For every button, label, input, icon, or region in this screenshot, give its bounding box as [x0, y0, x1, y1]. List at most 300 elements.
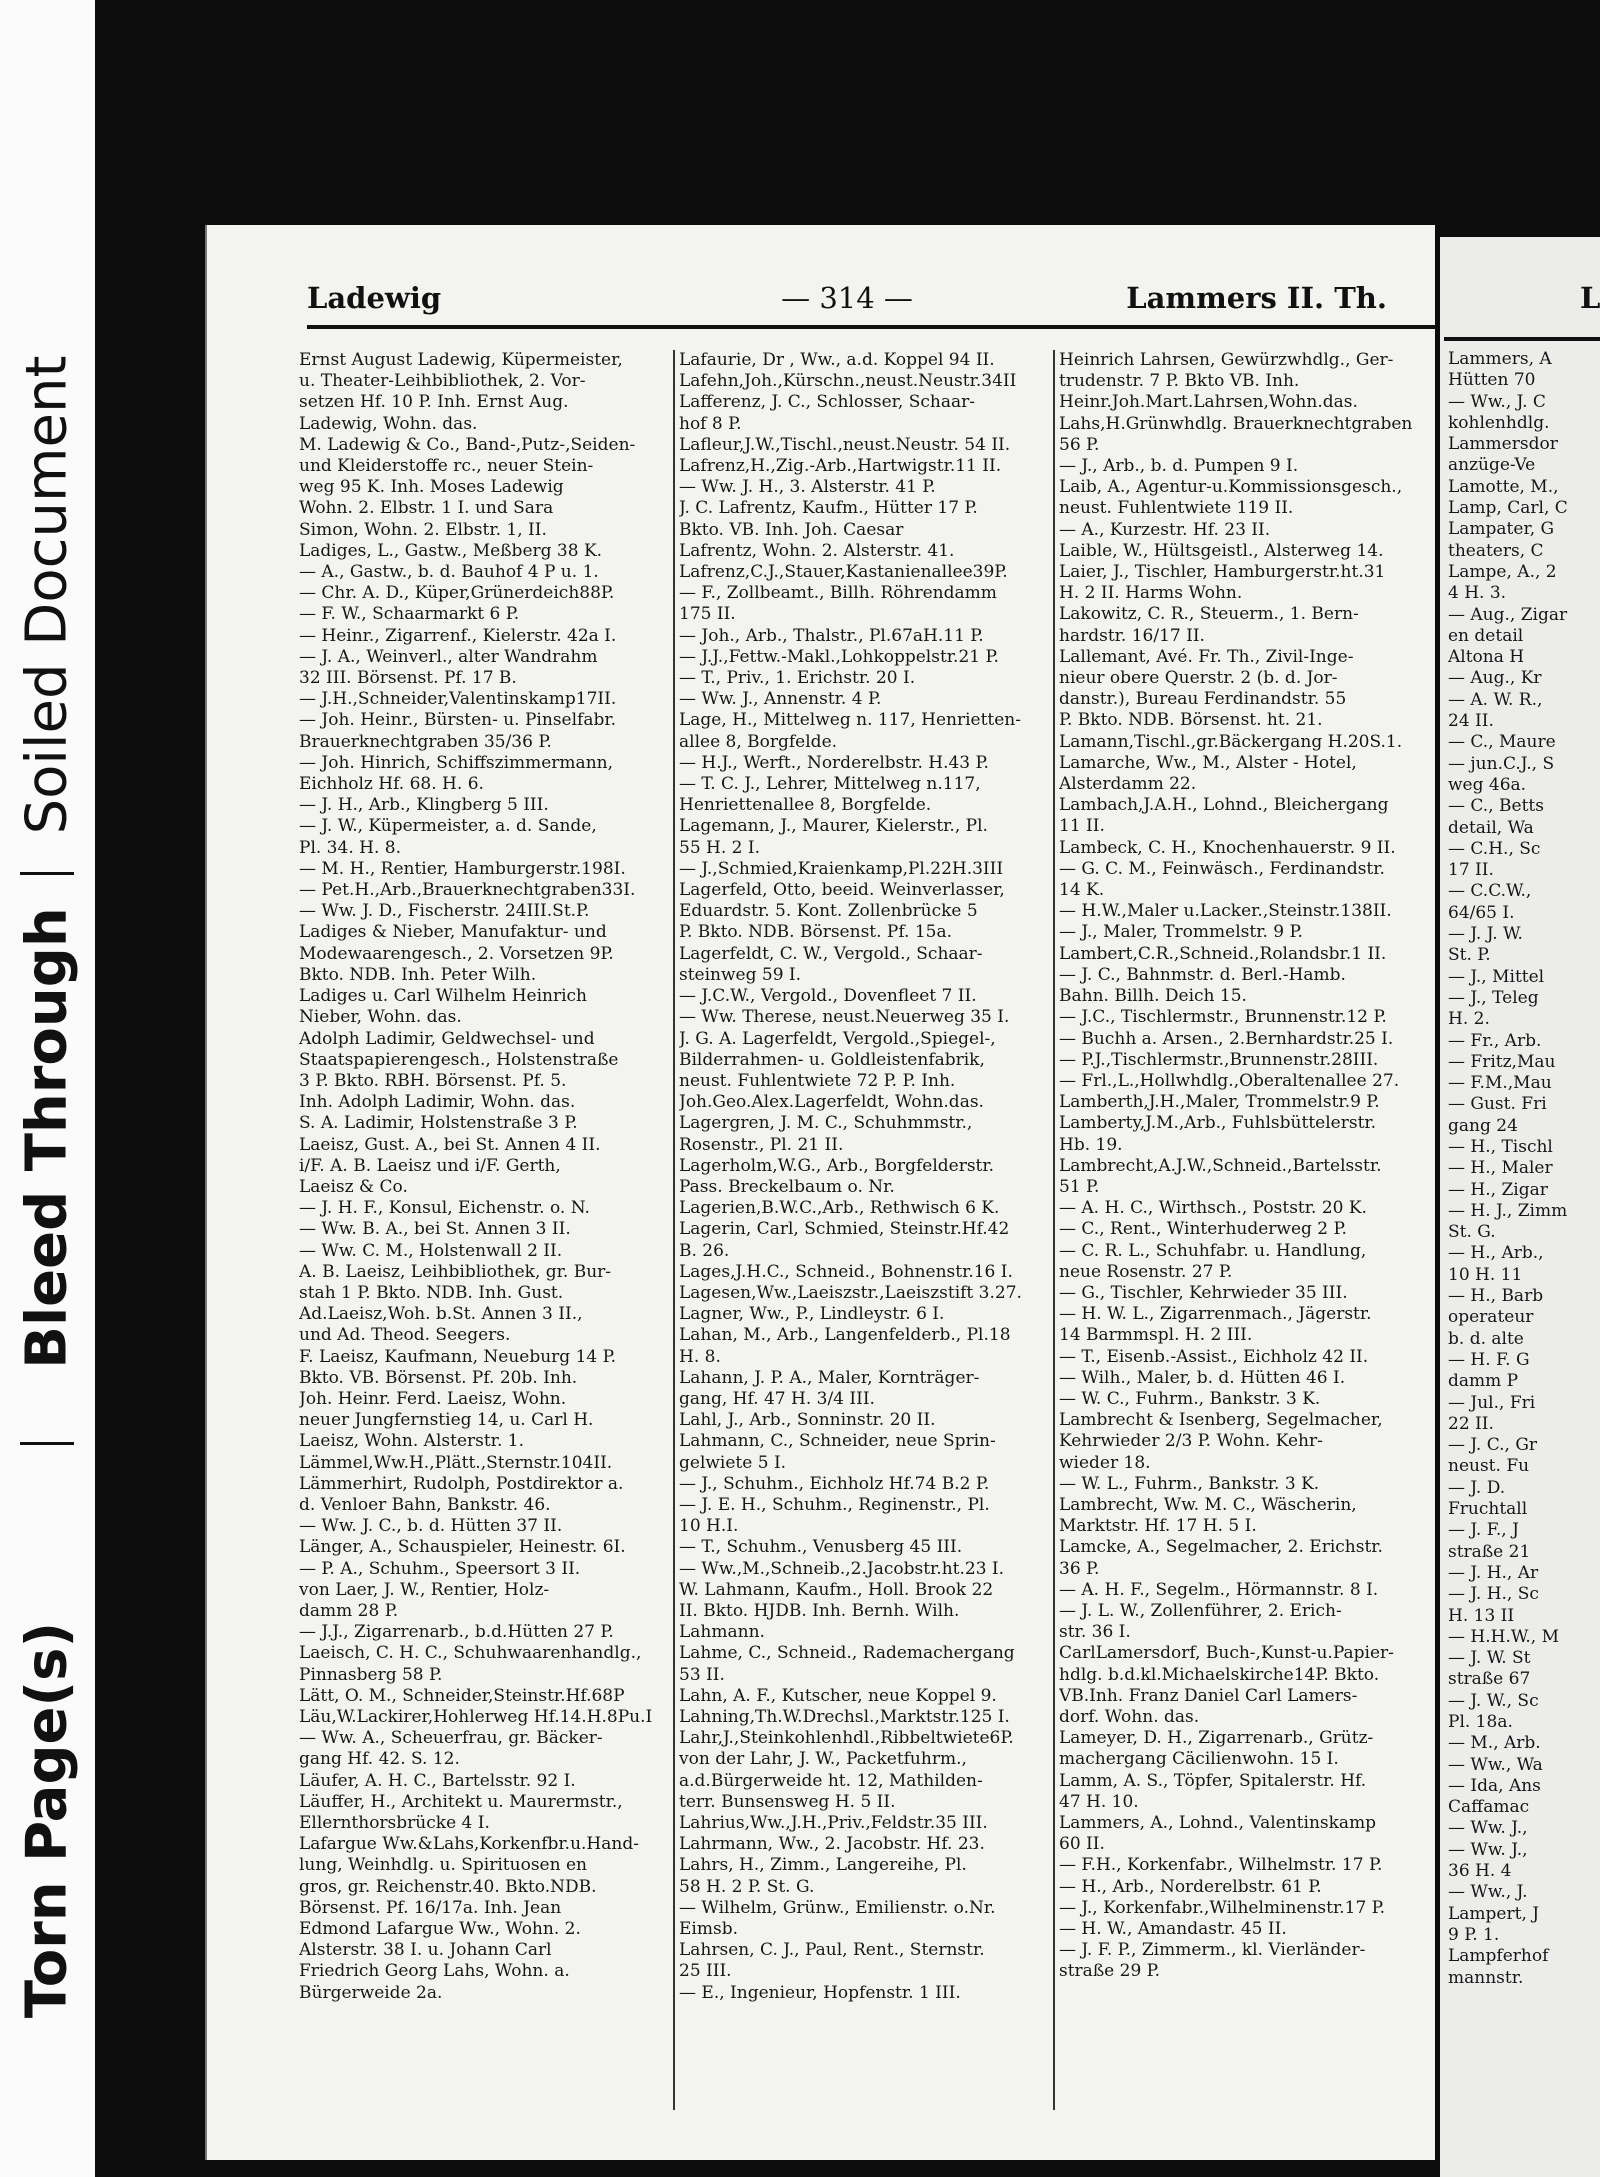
page-header: [307, 281, 1387, 329]
directory-line: — Joh., Arb., Thalstr., Pl.67aH.11 P.: [679, 625, 984, 646]
directory-line: 53 II.: [679, 1664, 725, 1685]
adjacent-line: weg 46a.: [1448, 774, 1527, 795]
directory-line: Lameyer, D. H., Zigarrenarb., Grütz-: [1059, 1728, 1374, 1749]
adjacent-page-edge: [1440, 237, 1600, 2177]
directory-line: Hb. 19.: [1059, 1134, 1123, 1155]
directory-line: Lambrecht, Ww. M. C., Wäscherin,: [1059, 1494, 1357, 1515]
directory-line: steinweg 59 I.: [679, 964, 802, 985]
directory-line: — W. C., Fuhrm., Bankstr. 3 K.: [1059, 1388, 1321, 1409]
directory-line: Lambach,J.A.H., Lohnd., Bleichergang: [1059, 795, 1389, 816]
adjacent-line: 36 H. 4: [1448, 1861, 1512, 1882]
directory-line: hardstr. 16/17 II.: [1059, 625, 1205, 646]
directory-line: — J.J.,Fettw.-Makl.,Lohkoppelstr.21 P.: [679, 646, 999, 667]
directory-line: — H., Arb., Norderelbstr. 61 P.: [1059, 1876, 1322, 1897]
adjacent-line: — H., Barb: [1448, 1286, 1544, 1307]
directory-line: 11 II.: [1059, 816, 1105, 837]
directory-line: Lagerholm,W.G., Arb., Borgfelderstr.: [679, 1155, 995, 1176]
directory-line: — Heinr., Zigarrenf., Kielerstr. 42a I.: [299, 625, 617, 646]
directory-line: Lämmerhirt, Rudolph, Postdirektor a.: [299, 1473, 624, 1494]
directory-line: — Chr. A. D., Küper,Grünerdeich88P.: [299, 583, 615, 604]
directory-line: Lahrs, H., Zimm., Langereihe, Pl.: [679, 1855, 967, 1876]
column-divider: [673, 350, 675, 2110]
directory-line: allee 8, Borgfelde.: [679, 731, 838, 752]
directory-line: Lafrenz,C.J.,Stauer,Kastanienallee39P.: [679, 562, 1008, 583]
adjacent-line: damm P: [1448, 1371, 1519, 1392]
adjacent-line: — H. F. G: [1448, 1349, 1530, 1370]
directory-line: Lahs,H.Grünwhdlg. Brauerknechtgraben: [1059, 413, 1413, 434]
adjacent-line: 9 P. 1.: [1448, 1924, 1500, 1945]
adjacent-line: Lampferhof: [1448, 1946, 1549, 1967]
page-number: — 314 —: [781, 281, 913, 315]
directory-line: — A., Gastw., b. d. Bauhof 4 P u. 1.: [299, 562, 599, 583]
adjacent-line: kohlenhdlg.: [1448, 412, 1550, 433]
directory-line: — Joh. Hinrich, Schiffszimmermann,: [299, 752, 613, 773]
directory-line: — H. W., Amandastr. 45 II.: [1059, 1919, 1287, 1940]
directory-line: Laible, W., Hültsgeistl., Alsterweg 14.: [1059, 540, 1384, 561]
directory-line: W. Lahmann, Kaufm., Holl. Brook 22: [679, 1579, 994, 1600]
directory-line: CarlLamersdorf, Buch-,Kunst-u.Papier-: [1059, 1643, 1394, 1664]
directory-line: — T. C. J., Lehrer, Mittelweg n.117,: [679, 774, 981, 795]
directory-line: Lafargue Ww.&Lahs,Korkenfbr.u.Hand-: [299, 1834, 639, 1855]
adjacent-line: Lamotte, M.,: [1448, 476, 1559, 497]
directory-line: — F., Zollbeamt., Billh. Röhrendamm: [679, 583, 997, 604]
directory-line: J. G. A. Lagerfeldt, Vergold.,Spiegel-,: [679, 1028, 996, 1049]
directory-line: — G., Tischler, Kehrwieder 35 III.: [1059, 1282, 1348, 1303]
adjacent-line: — H., Tischl: [1448, 1136, 1553, 1157]
directory-line: 3 P. Bkto. RBH. Börsenst. Pf. 5.: [299, 1070, 567, 1091]
directory-line: — J., Schuhm., Eichholz Hf.74 B.2 P.: [679, 1473, 990, 1494]
directory-line: — J. A., Weinverl., alter Wandrahm: [299, 646, 598, 667]
directory-line: Lagergren, J. M. C., Schuhmmstr.,: [679, 1113, 973, 1134]
adjacent-line: — J. D.: [1448, 1477, 1506, 1498]
directory-line: — T., Schuhm., Venusberg 45 III.: [679, 1537, 963, 1558]
directory-line: gros, gr. Reichenstr.40. Bkto.NDB.: [299, 1876, 597, 1897]
adjacent-line: 22 II.: [1448, 1413, 1494, 1434]
directory-line: — Ww. A., Scheuerfrau, gr. Bäcker-: [299, 1728, 603, 1749]
adjacent-line: H. 2.: [1448, 1009, 1490, 1030]
directory-line: 14 K.: [1059, 880, 1105, 901]
directory-line: — J., Arb., b. d. Pumpen 9 I.: [1059, 456, 1299, 477]
directory-line: — Joh. Heinr., Bürsten- u. Pinselfabr.: [299, 710, 617, 731]
adjacent-line: — H. J., Zimm: [1448, 1200, 1568, 1221]
directory-line: Lahning,Th.W.Drechsl.,Marktstr.125 I.: [679, 1707, 1010, 1727]
directory-line: gelwiete 5 I.: [679, 1452, 787, 1473]
directory-line: — Ww. B. A., bei St. Annen 3 II.: [299, 1219, 571, 1240]
directory-line: neust. Fuhlentwiete 72 P. P. Inh.: [679, 1070, 956, 1091]
adjacent-line: Hütten 70: [1448, 370, 1536, 391]
directory-line: Läu,W.Lackirer,Hohlerweg Hf.14.H.8Pu.I: [299, 1707, 653, 1727]
directory-line: — M. H., Rentier, Hamburgerstr.198I.: [299, 858, 626, 879]
directory-line: J. C. Lafrentz, Kaufm., Hütter 17 P.: [679, 498, 978, 519]
directory-line: a.d.Bürgerweide ht. 12, Mathilden-: [679, 1770, 983, 1791]
adjacent-line: operateur: [1448, 1307, 1534, 1328]
adjacent-line: Caffamac: [1448, 1797, 1530, 1818]
directory-line: wieder 18.: [1059, 1452, 1151, 1473]
directory-line: Lagerin, Carl, Schmied, Steinstr.Hf.42: [679, 1219, 1010, 1240]
directory-line: Joh. Heinr. Ferd. Laeisz, Wohn.: [299, 1388, 567, 1409]
directory-line: Lahme, C., Schneid., Rademachergang: [679, 1643, 1015, 1664]
directory-line: gang, Hf. 47 H. 3/4 III.: [679, 1388, 875, 1409]
directory-line: — Wilh., Maler, b. d. Hütten 46 I.: [1059, 1367, 1346, 1388]
adjacent-line: Lamp, Carl, C: [1448, 498, 1568, 519]
column-3: [1059, 350, 1429, 1983]
directory-line: Lages,J.H.C., Schneid., Bohnenstr.16 I.: [679, 1261, 1013, 1282]
directory-page: [205, 225, 1435, 2160]
directory-line: Lahr,J.,Steinkohlenhdl.,Ribbeltwiete6P.: [679, 1728, 1014, 1749]
directory-line: Pl. 34. H. 8.: [299, 837, 401, 858]
adjacent-line: mannstr.: [1448, 1967, 1524, 1988]
directory-line: B. 26.: [679, 1240, 730, 1261]
directory-line: Lamberty,J.M.,Arb., Fuhlsbüttelerstr.: [1059, 1113, 1377, 1134]
adjacent-line: Altona H: [1448, 647, 1525, 668]
directory-line: 175 II.: [679, 604, 736, 625]
directory-line: Heinrich Lahrsen, Gewürzwhdlg., Ger-: [1059, 350, 1394, 370]
directory-line: — Ww. J., Annenstr. 4 P.: [679, 689, 882, 710]
directory-line: 36 P.: [1059, 1558, 1100, 1579]
directory-line: Lagemann, J., Maurer, Kielerstr., Pl.: [679, 816, 988, 837]
directory-line: d. Venloer Bahn, Bankstr. 46.: [299, 1494, 551, 1515]
directory-line: Bahn. Billh. Deich 15.: [1059, 986, 1247, 1007]
directory-line: Lahrius,Ww.,J.H.,Priv.,Feldstr.35 III.: [679, 1813, 988, 1834]
adjacent-line: 64/65 I.: [1448, 902, 1515, 923]
directory-line: Laib, A., Agentur-u.Kommissionsgesch.,: [1059, 477, 1403, 498]
directory-line: Läufer, A. H. C., Bartelsstr. 92 I.: [299, 1770, 576, 1791]
directory-line: VB.Inh. Franz Daniel Carl Lamers-: [1059, 1685, 1358, 1706]
directory-line: — F.H., Korkenfabr., Wilhelmstr. 17 P.: [1059, 1855, 1383, 1876]
directory-line: Ellernthorsbrücke 4 I.: [299, 1813, 490, 1834]
directory-line: Bürgerweide 2a.: [299, 1982, 443, 2003]
adjacent-line: 4 H. 3.: [1448, 583, 1507, 604]
directory-line: Lambrecht & Isenberg, Segelmacher,: [1059, 1410, 1383, 1431]
adjacent-line: — C., Maure: [1448, 732, 1556, 753]
directory-line: Laeisz, Wohn. Alsterstr. 1.: [299, 1431, 524, 1452]
directory-line: H. 8.: [679, 1346, 721, 1367]
directory-line: 10 H.I.: [679, 1516, 739, 1537]
directory-line: von der Lahr, J. W., Packetfuhrm.,: [679, 1749, 967, 1770]
directory-line: — J.H.,Schneider,Valentinskamp17II.: [299, 689, 617, 710]
adjacent-line: — C.C.W.,: [1448, 881, 1532, 902]
directory-line: — J.,Schmied,Kraienkamp,Pl.22H.3III: [679, 858, 1004, 879]
directory-line: Lallemant, Avé. Fr. Th., Zivil-Inge-: [1059, 646, 1354, 667]
directory-line: — J., Maler, Trommelstr. 9 P.: [1059, 922, 1303, 943]
directory-line: neust. Fuhlentwiete 119 II.: [1059, 498, 1294, 519]
directory-line: — J.J., Zigarrenarb., b.d.Hütten 27 P.: [299, 1622, 614, 1643]
directory-line: damm 28 P.: [299, 1600, 399, 1621]
directory-line: Marktstr. Hf. 17 H. 5 I.: [1059, 1516, 1257, 1537]
directory-line: und Kleiderstoffe rc., neuer Stein-: [299, 456, 594, 477]
directory-line: — A. H. F., Segelm., Hörmannstr. 8 I.: [1059, 1579, 1379, 1600]
column-divider: [1053, 350, 1055, 2110]
directory-line: Lagesen,Ww.,Laeiszstr.,Laeiszstift 3.27.: [679, 1282, 1022, 1303]
directory-line: Ladiges & Nieber, Manufaktur- und: [299, 922, 607, 943]
directory-line: II. Bkto. HJDB. Inh. Bernh. Wilh.: [679, 1600, 960, 1621]
directory-line: — J. F. P., Zimmerm., kl. Vierländer-: [1059, 1940, 1366, 1961]
adjacent-line: Lampe, A., 2: [1448, 561, 1557, 582]
directory-line: danstr.), Bureau Ferdinandstr. 55: [1059, 689, 1347, 710]
directory-line: Joh.Geo.Alex.Lagerfeldt, Wohn.das.: [679, 1092, 984, 1113]
directory-line: — A., Kurzestr. Hf. 23 II.: [1059, 519, 1271, 540]
directory-line: 25 III.: [679, 1961, 732, 1982]
directory-line: Laeisz, Gust. A., bei St. Annen 4 II.: [299, 1134, 601, 1155]
adjacent-line: — Aug., Zigar: [1448, 604, 1568, 625]
directory-line: Alsterstr. 38 I. u. Johann Carl: [299, 1940, 552, 1961]
directory-line: Simon, Wohn. 2. Elbstr. 1, II.: [299, 519, 547, 540]
adjacent-line: — C., Betts: [1448, 796, 1544, 817]
adjacent-line: b. d. alte: [1448, 1328, 1524, 1349]
adjacent-line: — C.H., Sc: [1448, 838, 1541, 859]
directory-line: — H.W.,Maler u.Lacker.,Steinstr.138II.: [1059, 901, 1392, 922]
directory-line: Bkto. VB. Inh. Joh. Caesar: [679, 519, 904, 540]
header-last-entry: Lammers II. Th.: [1126, 281, 1387, 315]
adjacent-line: — Fritz,Mau: [1448, 1051, 1556, 1072]
directory-line: Lagerfeld, Otto, beeid. Weinverlasser,: [679, 880, 1005, 901]
directory-line: stah 1 P. Bkto. NDB. Inh. Gust.: [299, 1282, 564, 1303]
adjacent-line: gang 24: [1448, 1115, 1518, 1136]
directory-line: — J.C.W., Vergold., Dovenfleet 7 II.: [679, 986, 977, 1007]
adjacent-column: [1448, 349, 1598, 1989]
directory-line: M. Ladewig & Co., Band-,Putz-,Seiden-: [299, 434, 636, 455]
directory-line: Laeisch, C. H. C., Schuhwaarenhandlg.,: [299, 1643, 642, 1664]
directory-line: von Laer, J. W., Rentier, Holz-: [299, 1579, 550, 1600]
directory-line: Bilderrahmen- u. Goldleistenfabrik,: [679, 1049, 985, 1070]
adjacent-line: — Ida, Ans: [1448, 1775, 1541, 1796]
directory-line: Ernst August Ladewig, Küpermeister,: [299, 350, 623, 370]
directory-line: Lämmel,Ww.H.,Plätt.,Sternstr.104II.: [299, 1452, 613, 1473]
adjacent-line: — Aug., Kr: [1448, 668, 1542, 689]
adjacent-line: — J., Teleg: [1448, 987, 1539, 1008]
column-2: [679, 350, 1049, 2004]
adjacent-line: en detail: [1448, 625, 1524, 646]
adjacent-line: Fruchtall: [1448, 1499, 1528, 1520]
directory-line: Lamarche, Ww., M., Alster - Hotel,: [1059, 752, 1357, 773]
adjacent-header-rule: [1444, 337, 1600, 341]
directory-line: Lahrsen, C. J., Paul, Rent., Sternstr.: [679, 1940, 985, 1961]
directory-line: Lambeck, C. H., Knochenhauerstr. 9 II.: [1059, 837, 1396, 858]
adjacent-line: — Gust. Fri: [1448, 1094, 1547, 1115]
directory-line: weg 95 K. Inh. Moses Ladewig: [299, 477, 564, 498]
adjacent-line: — J. H., Ar: [1448, 1562, 1539, 1583]
adjacent-line: — M., Arb.: [1448, 1733, 1541, 1754]
directory-line: Eimsb.: [679, 1919, 738, 1940]
directory-line: Lahl, J., Arb., Sonninstr. 20 II.: [679, 1410, 936, 1431]
column-1: [299, 350, 669, 2004]
directory-line: Ladiges, L., Gastw., Meßberg 38 K.: [299, 540, 603, 561]
adjacent-line: — jun.C.J., S: [1448, 753, 1555, 774]
label-bleed-through: Bleed Through: [14, 907, 80, 1369]
label-soiled-document: Soiled Document: [14, 355, 80, 835]
directory-line: Alsterdamm 22.: [1059, 774, 1197, 795]
directory-line: Bkto. VB. Börsenst. Pf. 20b. Inh.: [299, 1367, 578, 1388]
directory-line: hdlg. b.d.kl.Michaelskirche14P. Bkto.: [1059, 1664, 1380, 1685]
label-torn-pages: Torn Page(s): [14, 1621, 80, 2019]
directory-line: Eduardstr. 5. Kont. Zollenbrücke 5: [679, 901, 978, 922]
directory-line: und Ad. Theod. Seegers.: [299, 1325, 511, 1346]
directory-line: Staatspapierengesch., Holstenstraße: [299, 1049, 619, 1070]
adjacent-line: Pl. 18a.: [1448, 1712, 1513, 1732]
directory-line: — J. H. F., Konsul, Eichenstr. o. N.: [299, 1198, 590, 1219]
directory-line: Lahan, M., Arb., Langenfelderb., Pl.18: [679, 1325, 1011, 1346]
adjacent-line: — Fr., Arb.: [1448, 1030, 1542, 1051]
directory-line: Rosenstr., Pl. 21 II.: [679, 1134, 844, 1155]
directory-line: — H. W. L., Zigarrenmach., Jägerstr.: [1059, 1304, 1372, 1325]
directory-line: hof 8 P.: [679, 413, 742, 434]
directory-line: Nieber, Wohn. das.: [299, 1007, 462, 1028]
scan-issue-labels: [0, 0, 95, 2177]
directory-line: — Ww.,M.,Schneib.,2.Jacobstr.ht.23 I.: [679, 1558, 1005, 1579]
adjacent-page-header: L: [1580, 281, 1600, 315]
directory-line: — T., Eisenb.-Assist., Eichholz 42 II.: [1059, 1346, 1369, 1367]
header-first-entry: Ladewig: [307, 281, 442, 315]
directory-line: 14 Barmmspl. H. 2 III.: [1059, 1325, 1253, 1346]
directory-line: Lagerfeldt, C. W., Vergold., Schaar-: [679, 943, 983, 964]
directory-line: setzen Hf. 10 P. Inh. Ernst Aug.: [299, 392, 569, 413]
directory-line: — H.J., Werft., Norderelbstr. H.43 P.: [679, 752, 989, 773]
directory-line: Lage, H., Mittelweg n. 117, Henrietten-: [679, 710, 1022, 731]
directory-line: P. Bkto. NDB. Börsenst. ht. 21.: [1059, 710, 1323, 731]
adjacent-line: — F.M.,Mau: [1448, 1073, 1552, 1094]
directory-line: A. B. Laeisz, Leihbibliothek, gr. Bur-: [299, 1261, 612, 1282]
directory-line: — J. W., Küpermeister, a. d. Sande,: [299, 816, 597, 837]
adjacent-line: — J. J. W.: [1448, 924, 1523, 945]
directory-line: Lahmann, C., Schneider, neue Sprin-: [679, 1431, 996, 1452]
directory-line: Pass. Breckelbaum o. Nr.: [679, 1176, 895, 1197]
header-rule: [307, 325, 1435, 329]
directory-line: nieur obere Querstr. 2 (b. d. Jor-: [1059, 668, 1338, 689]
directory-line: H. 2 II. Harms Wohn.: [1059, 583, 1243, 604]
directory-line: 32 III. Börsenst. Pf. 17 B.: [299, 668, 517, 689]
directory-line: str. 36 I.: [1059, 1622, 1131, 1643]
directory-line: lung, Weinhdlg. u. Spirituosen en: [299, 1855, 587, 1876]
directory-line: Heinr.Joh.Mart.Lahrsen,Wohn.das.: [1059, 392, 1358, 413]
directory-line: — Pet.H.,Arb.,Brauerknechtgraben33I.: [299, 880, 636, 901]
adjacent-line: St. G.: [1448, 1222, 1496, 1243]
directory-line: Wohn. 2. Elbstr. 1 I. und Sara: [299, 498, 554, 519]
directory-line: Börsenst. Pf. 16/17a. Inh. Jean: [299, 1897, 562, 1918]
adjacent-line: Lampert, J: [1448, 1903, 1540, 1924]
adjacent-line: — J., Mittel: [1448, 966, 1545, 987]
adjacent-line: — H., Maler: [1448, 1158, 1553, 1179]
adjacent-line: — Ww., J. C: [1448, 391, 1546, 412]
directory-line: Lagerien,B.W.C.,Arb., Rethwisch 6 K.: [679, 1198, 1000, 1219]
directory-line: 55 H. 2 I.: [679, 837, 761, 858]
directory-line: Adolph Ladimir, Geldwechsel- und: [299, 1028, 595, 1049]
adjacent-line: H. 13 II: [1448, 1605, 1515, 1626]
directory-line: Ladewig, Wohn. das.: [299, 413, 478, 434]
directory-line: Friedrich Georg Lahs, Wohn. a.: [299, 1961, 570, 1982]
directory-line: — P. A., Schuhm., Speersort 3 II.: [299, 1558, 581, 1579]
directory-line: Inh. Adolph Ladimir, Wohn. das.: [299, 1092, 576, 1113]
directory-line: Lamm, A. S., Töpfer, Spitalerstr. Hf.: [1059, 1770, 1367, 1791]
directory-line: Lafaurie, Dr , Ww., a.d. Koppel 94 II.: [679, 350, 995, 370]
adjacent-line: neust. Fu: [1448, 1456, 1530, 1477]
directory-line: — Ww. J. C., b. d. Hütten 37 II.: [299, 1516, 563, 1537]
adjacent-line: — J. C., Gr: [1448, 1435, 1538, 1456]
directory-line: Lahmann.: [679, 1622, 765, 1643]
directory-line: i/F. A. B. Laeisz und i/F. Gerth,: [299, 1155, 561, 1176]
directory-line: Eichholz Hf. 68. H. 6.: [299, 774, 484, 795]
directory-line: — Wilhelm, Grünw., Emilienstr. o.Nr.: [679, 1897, 996, 1918]
directory-line: — W. L., Fuhrm., Bankstr. 3 K.: [1059, 1473, 1320, 1494]
adjacent-line: — H., Arb.,: [1448, 1243, 1544, 1264]
directory-line: — Ww. Therese, neust.Neuerweg 35 I.: [679, 1007, 1010, 1028]
directory-line: Lafehn,Joh.,Kürschn.,neust.Neustr.34II: [679, 371, 1017, 392]
directory-line: — Frl.,L.,Hollwhdlg.,Oberaltenallee 27.: [1059, 1070, 1400, 1091]
directory-line: Läuffer, H., Architekt u. Maurermstr.,: [299, 1791, 623, 1812]
directory-line: gang Hf. 42. S. 12.: [299, 1749, 460, 1770]
directory-line: Laier, J., Tischler, Hamburgerstr.ht.31: [1059, 562, 1386, 583]
directory-line: Länger, A., Schauspieler, Heinestr. 6I.: [299, 1537, 626, 1558]
adjacent-line: — Ww., Wa: [1448, 1754, 1543, 1775]
directory-line: — J., Korkenfabr.,Wilhelminenstr.17 P.: [1059, 1897, 1386, 1918]
directory-line: u. Theater-Leihbibliothek, 2. Vor-: [299, 371, 586, 392]
directory-line: Modewaarengesch., 2. Vorsetzen 9P.: [299, 943, 614, 964]
directory-line: Lahann, J. P. A., Maler, Kornträger-: [679, 1367, 980, 1388]
directory-line: Ladiges u. Carl Wilhelm Heinrich: [299, 986, 588, 1007]
directory-line: — C. R. L., Schuhfabr. u. Handlung,: [1059, 1240, 1367, 1261]
directory-line: Kehrwieder 2/3 P. Wohn. Kehr-: [1059, 1431, 1323, 1452]
directory-line: 51 P.: [1059, 1176, 1100, 1197]
adjacent-line: — J. H., Sc: [1448, 1584, 1539, 1605]
directory-line: neue Rosenstr. 27 P.: [1059, 1261, 1233, 1282]
directory-line: Lafleur,J.W.,Tischl.,neust.Neustr. 54 II.: [679, 434, 1011, 455]
directory-line: Lahn, A. F., Kutscher, neue Koppel 9.: [679, 1685, 997, 1706]
directory-line: machergang Cäcilienwohn. 15 I.: [1059, 1749, 1339, 1770]
directory-line: Lamcke, A., Segelmacher, 2. Erichstr.: [1059, 1537, 1383, 1558]
directory-line: — C., Rent., Winterhuderweg 2 P.: [1059, 1219, 1347, 1240]
directory-line: — Buchh a. Arsen., 2.Bernhardstr.25 I.: [1059, 1028, 1394, 1049]
directory-line: Laeisz & Co.: [299, 1176, 408, 1197]
adjacent-line: Lammersdor: [1448, 434, 1558, 455]
directory-line: straße 29 P.: [1059, 1961, 1161, 1982]
adjacent-line: anzüge-Ve: [1448, 455, 1536, 476]
directory-line: — P.J.,Tischlermstr.,Brunnenstr.28III.: [1059, 1049, 1379, 1070]
directory-line: Ad.Laeisz,Woh. b.St. Annen 3 II.,: [299, 1304, 583, 1325]
directory-line: — A. H. C., Wirthsch., Poststr. 20 K.: [1059, 1198, 1367, 1219]
directory-line: Lambert,C.R.,Schneid.,Rolandsbr.1 II.: [1059, 943, 1387, 964]
adjacent-line: — Ww., J.: [1448, 1882, 1528, 1903]
adjacent-line: straße 21: [1448, 1541, 1531, 1562]
adjacent-line: — Ww. J.,: [1448, 1818, 1528, 1839]
directory-line: — Ww. J. H., 3. Alsterstr. 41 P.: [679, 477, 936, 498]
adjacent-line: — A. W. R.,: [1448, 689, 1543, 710]
adjacent-line: — J. W., Sc: [1448, 1690, 1539, 1711]
adjacent-line: St. P.: [1448, 945, 1491, 966]
adjacent-line: detail, Wa: [1448, 817, 1534, 838]
adjacent-line: 24 II.: [1448, 711, 1494, 732]
adjacent-line: — J. F., J: [1448, 1520, 1519, 1541]
directory-line: P. Bkto. NDB. Börsenst. Pf. 15a.: [679, 922, 953, 943]
directory-line: Lammers, A., Lohnd., Valentinskamp: [1059, 1813, 1377, 1834]
directory-line: 58 H. 2 P. St. G.: [679, 1876, 815, 1897]
directory-line: trudenstr. 7 P. Bkto VB. Inh.: [1059, 371, 1300, 392]
directory-line: Pinnasberg 58 P.: [299, 1664, 443, 1685]
adjacent-line: straße 67: [1448, 1669, 1531, 1690]
directory-line: S. A. Ladimir, Holstenstraße 3 P.: [299, 1113, 578, 1134]
directory-line: 60 II.: [1059, 1834, 1105, 1855]
directory-line: Lagner, Ww., P., Lindleystr. 6 I.: [679, 1304, 945, 1325]
directory-line: Lätt, O. M., Schneider,Steinstr.Hf.68P: [299, 1685, 625, 1706]
directory-line: Lafrentz, Wohn. 2. Alsterstr. 41.: [679, 540, 955, 561]
adjacent-line: Lampater, G: [1448, 519, 1555, 540]
adjacent-line: 17 II.: [1448, 860, 1494, 881]
directory-line: — Ww. J. D., Fischerstr. 24III.St.P.: [299, 901, 590, 922]
directory-line: Lamann,Tischl.,gr.Bäckergang H.20S.1.: [1059, 731, 1403, 752]
directory-line: — E., Ingenieur, Hopfenstr. 1 III.: [679, 1982, 961, 2003]
adjacent-line: — Jul., Fri: [1448, 1392, 1536, 1413]
directory-line: — J. H., Arb., Klingberg 5 III.: [299, 795, 549, 816]
directory-line: — T., Priv., 1. Erichstr. 20 I.: [679, 668, 916, 689]
directory-line: — F. W., Schaarmarkt 6 P.: [299, 604, 520, 625]
